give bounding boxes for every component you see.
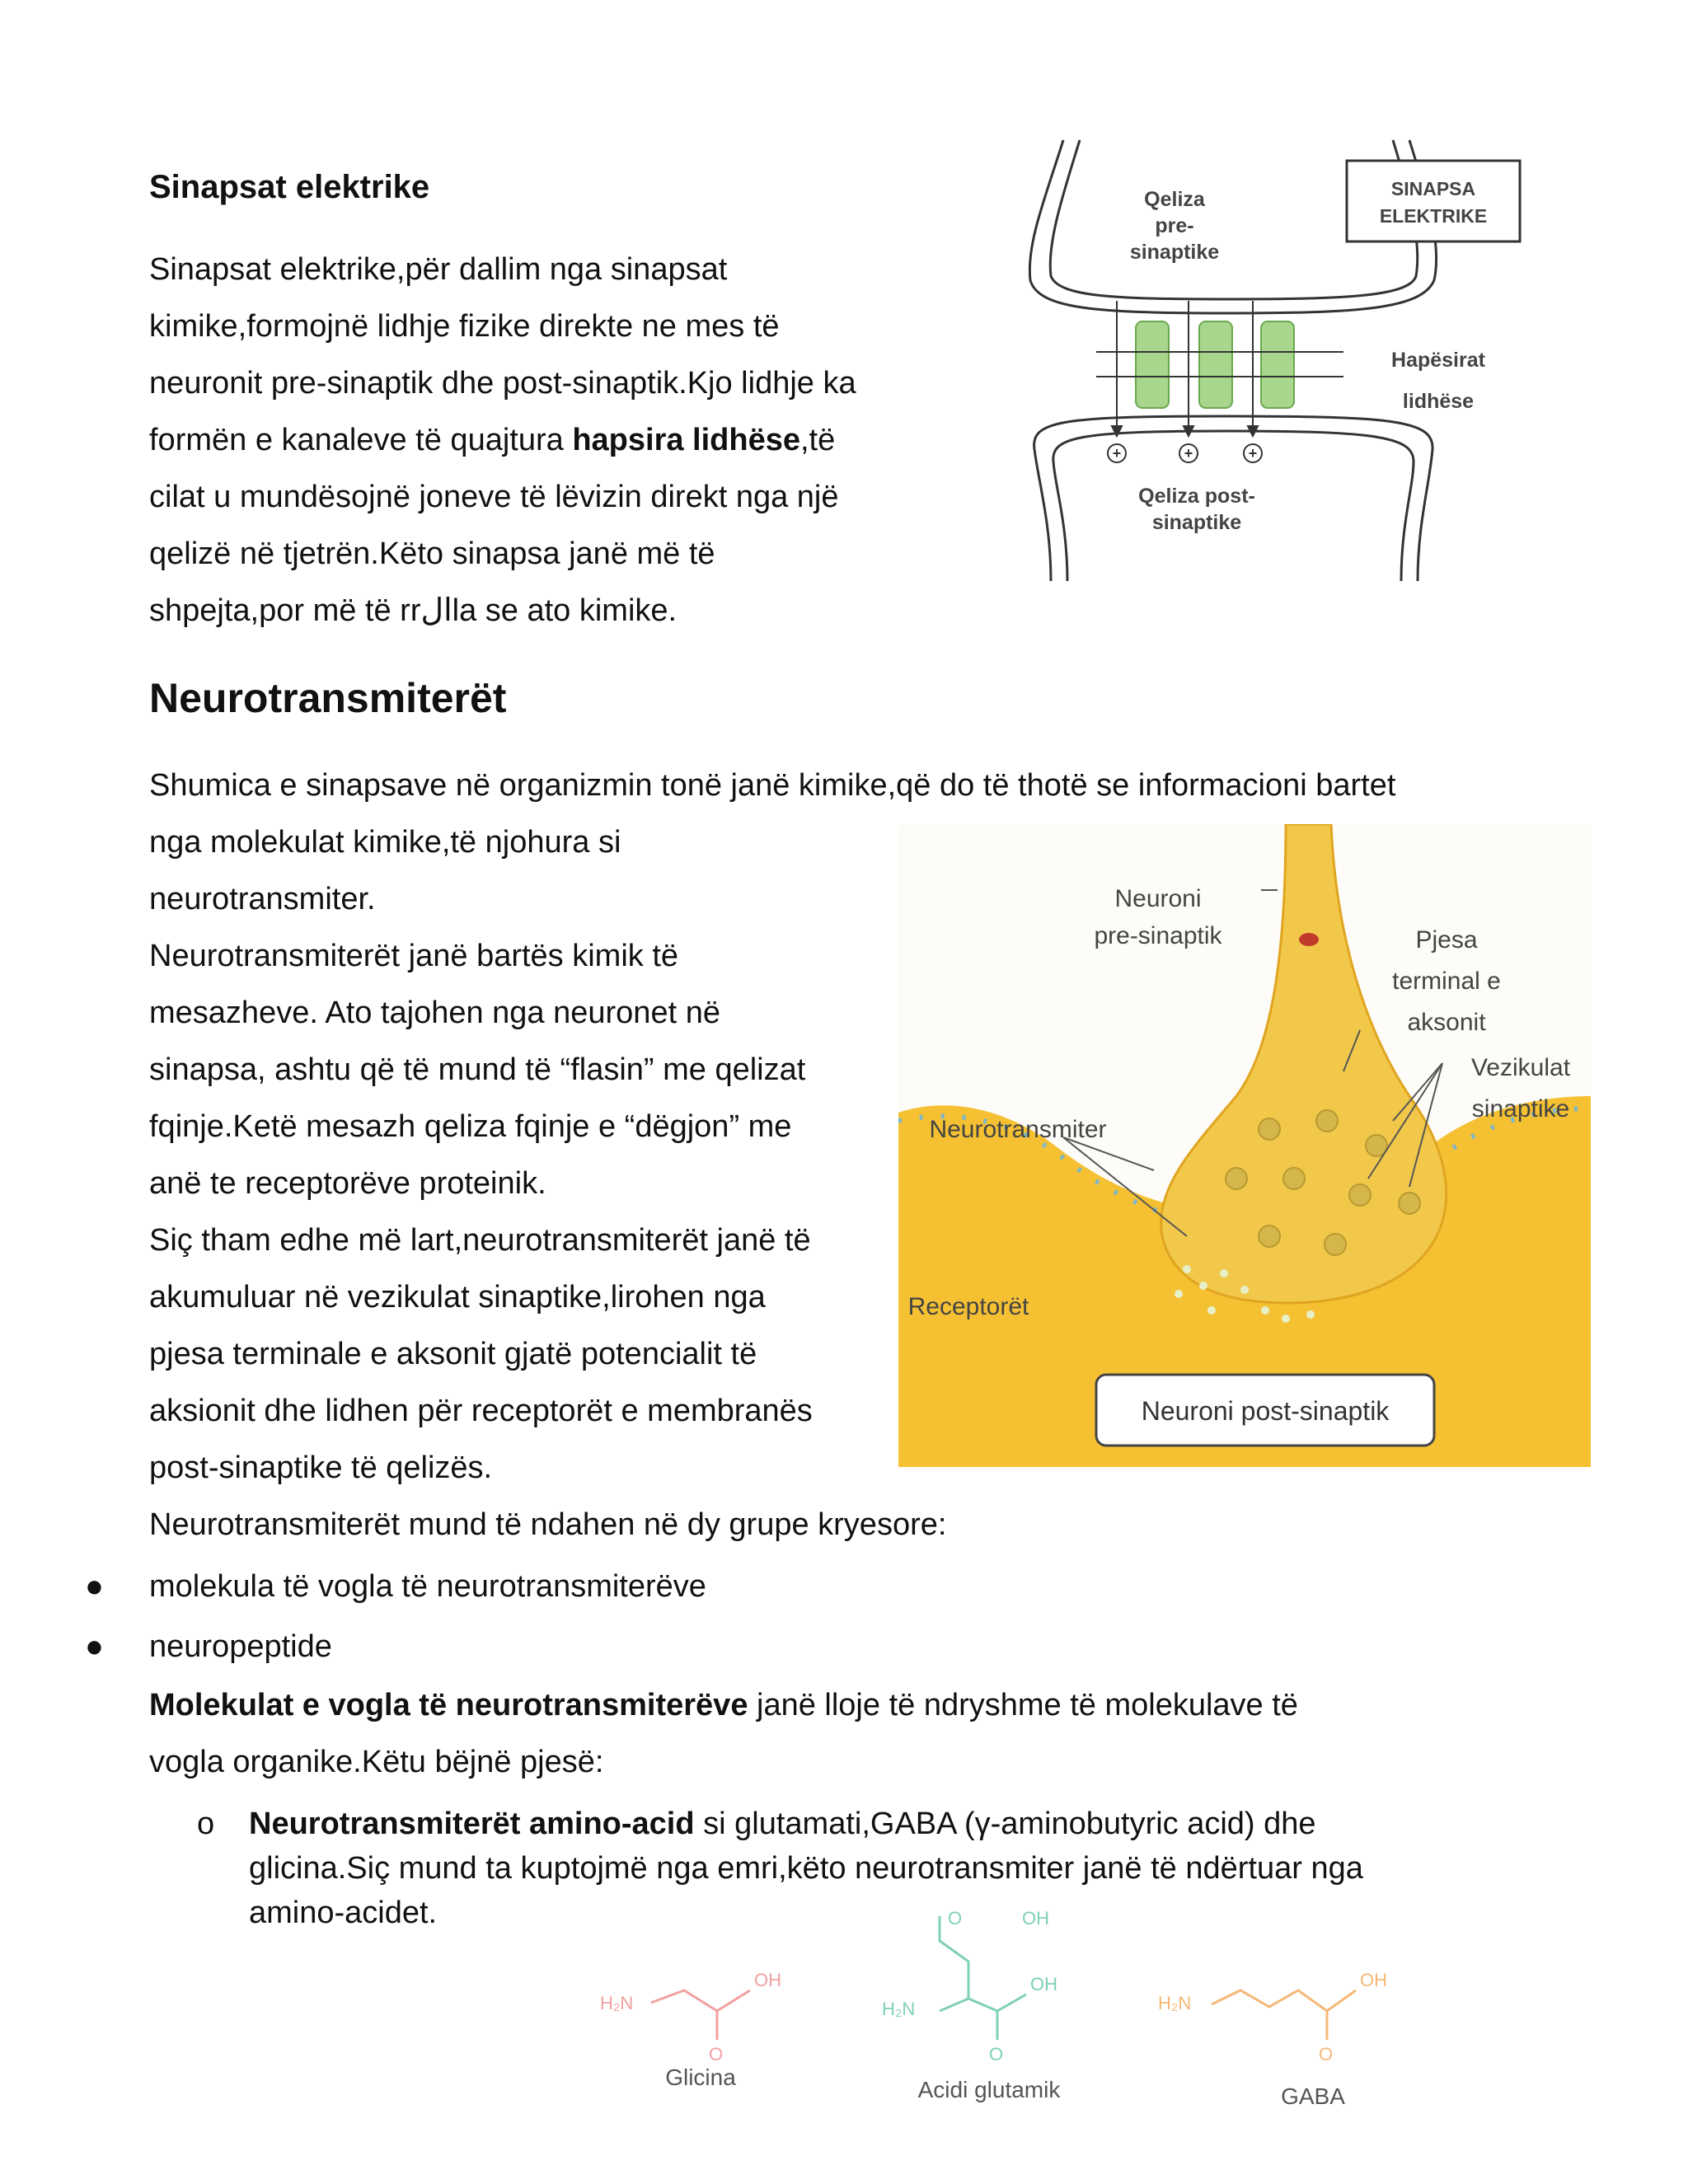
neurotransmitter-label: Neurotransmiter [929, 1116, 1107, 1143]
terminal-label: aksonit [1407, 1009, 1486, 1036]
circle-bullet-icon: o [197, 1807, 215, 1841]
section-heading-electric-synapses: Sinapsat elektrike [149, 169, 430, 205]
bold-term-small-molecules: Molekulat e vogla të neurotransmiterëve [149, 1688, 748, 1722]
hydroxyl-label: OH [1030, 1974, 1057, 1994]
hydroxyl-label: OH [754, 1970, 781, 1990]
text-line: shpejta,por më të rrالla se ato kimike. [149, 593, 678, 628]
text-line: post-sinaptike të qelizës. [149, 1451, 493, 1485]
text-line: akumuluar në vezikulat sinaptike,lirohen nga [149, 1280, 766, 1315]
list-item [85, 1619, 332, 1675]
gap-label: lidhëse [1402, 390, 1475, 413]
vesicles-label: sinaptike [1471, 1095, 1570, 1122]
pre-cell-label: sinaptike [1129, 241, 1220, 264]
title-box [1347, 161, 1520, 241]
small-molecules-paragraph [149, 1677, 1550, 1791]
oxygen-label: O [989, 2044, 1004, 2064]
text-run: si glutamati,GABA (γ-aminobutyric acid) dhe [694, 1807, 1316, 1841]
text-run: ,të [800, 423, 836, 457]
electric-synapses-paragraph [149, 241, 907, 640]
text-line: pjesa terminale e aksonit gjatë potencialit të [149, 1337, 757, 1371]
oxygen-label: O [1319, 2044, 1334, 2064]
text-line: glicina.Siç mund ta kuptojmë nga emri,këto neurotransmiter janë të ndërtuar nga [249, 1851, 1363, 1886]
chemical-synapse-diagram [898, 824, 1591, 1467]
text-line: amino-acidet. [249, 1896, 438, 1930]
text-line: cilat u mundësojnë joneve të lëvizin direkt nga një [149, 480, 839, 514]
text-line: neuronit pre-sinaptik dhe post-sinaptik.Kjo lidhje ka [149, 366, 856, 401]
ion-sign: + [1112, 445, 1122, 462]
pre-neuron-label: Neuroni [1114, 885, 1202, 912]
electrical-synapse-diagram [1014, 136, 1541, 585]
text-line: Neurotransmiterët mund të ndahen në dy grupe kryesore: [149, 1507, 947, 1542]
text-line: sinapsa, ashtu që të mund të “flasin” me qelizat [149, 1052, 806, 1087]
amine-group-label: H₂N [882, 1999, 916, 2019]
oxygen-label: O [948, 1908, 963, 1929]
text-run: formën e kanaleve të quajtura [149, 423, 573, 457]
bullet-icon: ● [85, 1569, 104, 1604]
section-heading-neurotransmitters: Neurotransmiterët [149, 675, 507, 721]
gaba-label: GABA [1281, 2083, 1345, 2109]
amine-group-label: H₂N [600, 1993, 634, 2013]
text-line [149, 1677, 1550, 1734]
ion-sign: + [1248, 445, 1258, 462]
text-line: kimike,formojnë lidhje fizike direkte ne mes të [149, 309, 780, 344]
gap-label: Hapësirat [1391, 349, 1485, 372]
bold-term-gap-junctions: hapsira lidhëse [572, 423, 800, 457]
text-line [149, 412, 907, 469]
text-line: neurotransmiter. [149, 882, 376, 916]
amine-group-label: H₂N [1158, 1993, 1192, 2013]
glycine-label: Glicina [665, 2064, 736, 2090]
ion-sign: + [1184, 445, 1193, 462]
glycine-structure [651, 1990, 750, 2040]
list-item [85, 1558, 706, 1615]
glutamic-acid-label: Acidi glutamik [917, 2077, 1061, 2102]
text-line: mesazheve. Ato tajohen nga neuronet në [149, 996, 720, 1030]
axon-lumen [1299, 933, 1319, 946]
pre-cell-label: Qeliza [1144, 188, 1205, 211]
terminal-label: terminal e [1392, 968, 1501, 995]
channel [1136, 321, 1169, 408]
terminal-label: Pjesa [1415, 926, 1478, 954]
list-item-text: neuropeptide [149, 1629, 332, 1664]
text-run: janë lloje të ndryshme të molekulave të [748, 1688, 1298, 1722]
text-line: Neurotransmiterët janë bartës kimik të [149, 939, 679, 973]
hydroxyl-label: OH [1360, 1970, 1387, 1990]
post-cell-label: sinaptike [1151, 511, 1242, 534]
text-line: anë te receptorëve proteinik. [149, 1166, 546, 1201]
text-line [249, 1802, 1535, 1846]
list-item-text: molekula të vogla të neurotransmiterëve [149, 1569, 706, 1604]
post-neuron-label: Neuroni post-sinaptik [1141, 1396, 1390, 1426]
text-line: Siç tham edhe më lart,neurotransmiterët janë të [149, 1223, 811, 1258]
bold-term-amino-acid: Neurotransmiterët amino-acid [249, 1807, 695, 1841]
pre-cell-label: pre- [1155, 214, 1194, 237]
text-line: fqinje.Ketë mesazh qeliza fqinje e “dëgjon” me [149, 1109, 792, 1144]
diagram-title: ELEKTRIKE [1379, 205, 1488, 227]
bullet-icon: ● [85, 1629, 104, 1664]
oxygen-label: O [709, 2044, 724, 2064]
post-cell-label: Qeliza post- [1138, 485, 1255, 508]
amino-acid-structures [577, 1896, 1442, 2135]
text-line: aksionit dhe lidhen për receptorët e membranës [149, 1394, 813, 1428]
text-line: nga molekulat kimike,të njohura si [149, 825, 621, 860]
gaba-structure [1212, 1990, 1356, 2040]
vesicles-label: Vezikulat [1470, 1054, 1571, 1081]
diagram-title: SINAPSA [1390, 178, 1476, 199]
receptors-label: Receptorët [907, 1293, 1029, 1320]
text-line: vogla organike.Këtu bëjnë pjesë: [149, 1745, 604, 1779]
gap-junction-channels [1096, 321, 1343, 408]
text-line: Sinapsat elektrike,për dallim nga sinapsat [149, 252, 728, 287]
glutamic-acid-structure [940, 1916, 1026, 2040]
hydroxyl-label: OH [1022, 1908, 1049, 1929]
channel [1261, 321, 1294, 408]
channel [1199, 321, 1232, 408]
text-line: Shumica e sinapsave në organizmin tonë janë kimike,që do të thotë se informacioni bartet [149, 768, 1396, 803]
text-line: qelizë në tjetrën.Këto sinapsa janë më të [149, 537, 715, 571]
pre-neuron-label: pre-sinaptik [1094, 922, 1222, 949]
